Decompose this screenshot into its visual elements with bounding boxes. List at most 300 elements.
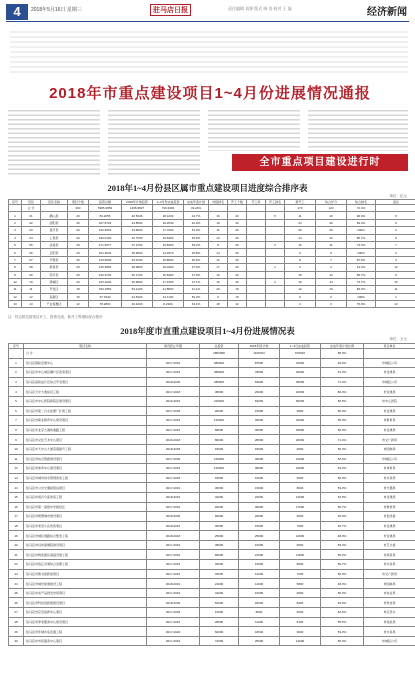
table-cell: 驻马店市环城水系连通工程 <box>24 627 147 637</box>
table-cell: 3 <box>376 227 415 234</box>
table-cell: 2017-2019 <box>147 483 200 493</box>
table-row <box>9 212 415 219</box>
table-cell: 市住建局 <box>364 521 415 531</box>
table-cell: 20 <box>228 219 247 226</box>
table-cell: 190.0130 <box>89 234 122 241</box>
table-cell: 18 <box>209 301 228 308</box>
table-cell: 40000 <box>200 560 239 570</box>
column-header: 开工率 <box>247 200 266 205</box>
article-column <box>108 107 200 175</box>
table-cell: 60.0% <box>321 406 364 416</box>
table-cell: 4 <box>9 387 24 397</box>
table-cell: 17 <box>9 512 24 522</box>
table-cell: 5 <box>9 396 24 406</box>
table-row <box>9 569 415 579</box>
table-cell: 市农业局 <box>364 588 415 598</box>
table-cell: 28 <box>9 617 24 627</box>
table-cell: 2017-2019 <box>147 425 200 435</box>
table-cell: 12000 <box>239 569 280 579</box>
table-row <box>9 219 415 226</box>
table-cell: 33.9700 <box>122 256 153 263</box>
table-cell: 驻马店市中心医院新院区建设项目 <box>24 396 147 406</box>
table-cell: 20 <box>68 271 89 278</box>
table-cell: 36.9800 <box>122 278 153 285</box>
table-row <box>9 278 415 285</box>
table-row <box>9 377 415 387</box>
table-cell: 驻马店市图书馆新馆项目 <box>24 569 147 579</box>
table-cell: 驻马店市科技创新园建设项目 <box>24 598 147 608</box>
table-cell: 市教育局 <box>364 416 415 426</box>
table-cell: 42.9% <box>184 219 209 226</box>
table-cell: 市城投公司 <box>364 636 415 646</box>
table-cell: 6 <box>316 293 347 300</box>
table-cell: 5965.6853 <box>89 205 122 212</box>
table-cell: 市住建局 <box>364 368 415 378</box>
table-cell: 19 <box>285 278 316 285</box>
table-cell: 驻马店市市民服务中心项目 <box>24 636 147 646</box>
table-cell: 市民政局 <box>364 617 415 627</box>
table-cell: 市住建局 <box>364 406 415 416</box>
table-cell: 市水务局 <box>364 627 415 637</box>
table-cell: 4 <box>9 234 22 241</box>
table-cell: 97.3340 <box>89 293 122 300</box>
table-cell: 驻马店高铁站片区综合开发项目 <box>24 377 147 387</box>
table-cell: 14.1870 <box>153 249 184 256</box>
table-cell: 20 <box>228 278 247 285</box>
table-cell: 驻马店市综合管廊建设项目 <box>24 454 147 464</box>
table-cell: 4 <box>316 264 347 271</box>
column-header: 2018年计划投资 <box>122 200 153 205</box>
table-cell: 51.3% <box>321 368 364 378</box>
table-cell: 15 <box>68 293 89 300</box>
table-cell: 28000 <box>200 617 239 627</box>
banner: 全市重点项目建设进行时 <box>232 154 408 171</box>
table-cell: 汝南县 <box>41 241 68 248</box>
table-cell: 9 <box>9 271 22 278</box>
table-cell: 20 <box>228 241 247 248</box>
column-header: 项目名称 <box>24 344 147 349</box>
table-cell: 47.9% <box>184 271 209 278</box>
table-cell: 16000 <box>200 608 239 618</box>
table-cell: 06 <box>22 249 41 256</box>
table-cell <box>266 286 285 293</box>
table-cell <box>266 301 285 308</box>
table-cell: 380000 <box>200 368 239 378</box>
table-cell: 19 <box>209 219 228 226</box>
table-cell: 2018-2019 <box>147 579 200 589</box>
table-cell: 18000 <box>239 598 280 608</box>
table-cell: 80.0% <box>321 387 364 397</box>
column-header: 综合排名 <box>347 200 376 205</box>
table-cell: 45000 <box>280 377 321 387</box>
table-cell: 2017-2018 <box>147 387 200 397</box>
table-cell: 12 <box>209 256 228 263</box>
table-cell: 2018-2018 <box>147 444 200 454</box>
table-cell: 87900 <box>239 358 280 368</box>
table-cell: 11800 <box>280 550 321 560</box>
table2-unit: 单位：万元 <box>389 337 407 341</box>
table-row <box>9 387 415 397</box>
table-cell: 08 <box>22 264 41 271</box>
table-cell: 13.1100 <box>153 293 184 300</box>
table-cell: 24 <box>9 579 24 589</box>
table-cell: 73.3% <box>347 241 376 248</box>
table-cell: 驻马店国际会展中心 <box>24 358 147 368</box>
table-cell: 14 <box>285 234 316 241</box>
table-cell: 20 <box>285 227 316 234</box>
table-cell: 60.0% <box>321 473 364 483</box>
table-cell: 16000 <box>239 540 280 550</box>
table-row <box>9 588 415 598</box>
table-cell: 市应急办 <box>364 608 415 618</box>
table1-note: 注：综合排名按项目开工、投资完成、新开工等指标综合排序 <box>8 315 103 319</box>
table-cell: 19.0400 <box>153 264 184 271</box>
table-cell: 2017-2019 <box>147 550 200 560</box>
table-cell: 20 <box>68 234 89 241</box>
table-row <box>9 301 415 308</box>
table-row <box>9 396 415 406</box>
table-cell: 1 <box>376 293 415 300</box>
table-cell: 6100 <box>280 617 321 627</box>
table-cell: 12 <box>22 293 41 300</box>
table-cell: 29 <box>9 627 24 637</box>
table-cell: 45.8% <box>184 249 209 256</box>
table-cell: 145.9666 <box>89 264 122 271</box>
table-cell: 15 <box>68 286 89 293</box>
table-cell: 市中心医院 <box>364 396 415 406</box>
table-cell: 西平县 <box>41 271 68 278</box>
table-row <box>9 444 415 454</box>
table-cell: 10 <box>316 286 347 293</box>
table-cell: 市水务局 <box>364 560 415 570</box>
table-cell: 2018-2020 <box>147 512 200 522</box>
table-cell: 18000 <box>239 444 280 454</box>
column-header: 序号 <box>9 200 22 205</box>
table-cell: 63.2% <box>321 464 364 474</box>
table-cell <box>266 293 285 300</box>
table-cell: 8500 <box>280 560 321 570</box>
table-cell: 3 <box>266 241 285 248</box>
table-cell: 17000 <box>280 502 321 512</box>
table-cell: 120000 <box>200 416 239 426</box>
table-cell <box>247 293 266 300</box>
table-cell: 35.1700 <box>122 271 153 278</box>
table-cell: 驻马店市应急指挥中心项目 <box>24 608 147 618</box>
table-row <box>9 617 415 627</box>
table-cell: 83.3% <box>347 219 376 226</box>
table-cell: 48.3% <box>321 579 364 589</box>
table-cell: 20 <box>316 227 347 234</box>
table-cell: 24.6200 <box>122 293 153 300</box>
table-cell: 2017-2020 <box>147 627 200 637</box>
table-row <box>9 598 415 608</box>
table-cell: 63000 <box>239 377 280 387</box>
table-cell: 12 <box>285 286 316 293</box>
table-cell: 13 <box>9 301 22 308</box>
table-cell: 5800 <box>280 579 321 589</box>
table-cell: 53.3% <box>321 483 364 493</box>
table-cell: 62.5% <box>321 608 364 618</box>
table-cell: 驻马店市练江河道综合治理工程 <box>24 560 147 570</box>
table-cell: 9 <box>376 219 415 226</box>
table-cell: 2016-2018 <box>147 435 200 445</box>
column-header: 1~4月份完成投资 <box>153 200 184 205</box>
table-cell: 170 <box>285 205 316 212</box>
table-cell: 48000 <box>200 540 239 550</box>
table-row <box>9 521 415 531</box>
table-cell: 8000 <box>280 483 321 493</box>
table-cell: 16.8400 <box>153 271 184 278</box>
table-row <box>9 368 415 378</box>
table-cell: 09 <box>22 271 41 278</box>
table-cell: 280000 <box>200 377 239 387</box>
table-row <box>9 608 415 618</box>
table-row <box>9 454 415 464</box>
table-cell: 220000 <box>200 396 239 406</box>
table-cell: 54000 <box>200 598 239 608</box>
table-cell: 20 <box>228 212 247 219</box>
table-cell: 18000 <box>200 444 239 454</box>
table-cell: 26000 <box>200 406 239 416</box>
table-cell: 6 <box>285 293 316 300</box>
headline: 2018年市重点建设项目1~4月份进展情况通报 <box>49 85 371 102</box>
table-cell: 12 <box>376 264 415 271</box>
table-cell <box>247 241 266 248</box>
table-cell: 8 <box>209 241 228 248</box>
column-header: 开工排名 <box>266 200 285 205</box>
table-cell <box>247 271 266 278</box>
table-cell: 20 <box>68 241 89 248</box>
column-header: 新开工 <box>285 200 316 205</box>
table-cell: 9 <box>316 249 347 256</box>
table-cell: 驻马店市职业教育中心建设项目 <box>24 416 147 426</box>
table-cell: 42000 <box>200 492 239 502</box>
table-row <box>9 205 415 212</box>
table-cell <box>247 212 266 219</box>
table-cell: 10 <box>209 271 228 278</box>
table-row <box>9 636 415 646</box>
column-header: 项目个数 <box>68 200 89 205</box>
table-cell: 市住建局 <box>364 492 415 502</box>
table-cell: 14 <box>9 483 24 493</box>
table-cell: 2 <box>266 278 285 285</box>
table-cell: 2018-2020 <box>147 598 200 608</box>
table-cell: 6000 <box>280 473 321 483</box>
table-cell: 2017-2019 <box>147 636 200 646</box>
table-row <box>9 234 415 241</box>
table-cell: 15.8000 <box>153 256 184 263</box>
table-cell: 14 <box>209 249 228 256</box>
table-cell: 7000 <box>280 521 321 531</box>
table-cell: 11 <box>22 286 41 293</box>
table-cell: 13 <box>9 473 24 483</box>
table-cell: 03 <box>22 227 41 234</box>
table-cell: 44000 <box>200 588 239 598</box>
table-cell: 13 <box>376 301 415 308</box>
table-cell: 11 <box>209 227 228 234</box>
table-cell: 60000 <box>200 512 239 522</box>
table-cell: 8000 <box>239 608 280 618</box>
table-cell: 市住建局 <box>364 425 415 435</box>
column-header: 总投资 <box>200 344 239 349</box>
table-cell: 84.2055 <box>89 212 122 219</box>
table-cell <box>9 349 24 359</box>
table-cell: 10 <box>316 212 347 219</box>
table-row <box>9 627 415 637</box>
table-row <box>9 540 415 550</box>
table-cell: 83.3% <box>347 286 376 293</box>
table-cell: 78.2800 <box>89 301 122 308</box>
table-cell: 49.24% <box>184 205 209 212</box>
table-cell <box>41 205 68 212</box>
table-cell: 68000 <box>200 425 239 435</box>
table-cell: 5 <box>266 212 285 219</box>
table-cell: 7200 <box>280 569 321 579</box>
table-cell: 92000 <box>200 502 239 512</box>
table-cell: 40000 <box>239 454 280 464</box>
table-cell: 736.6403 <box>153 205 184 212</box>
table-cell: 市科技局 <box>364 598 415 608</box>
table-row <box>9 425 415 435</box>
table-cell: 30.9600 <box>122 249 153 256</box>
table-cell: 25000 <box>239 531 280 541</box>
table-cell <box>247 234 266 241</box>
table-cell: 07 <box>22 256 41 263</box>
table-cell: 2 <box>376 249 415 256</box>
issue-date: 2018年5月16日 星期三 <box>31 7 82 13</box>
table-cell: 45.0% <box>321 512 364 522</box>
table-cell: 驻马店市北京大道快速路工程 <box>24 425 147 435</box>
table-cell: 市住建局 <box>364 531 415 541</box>
table-cell: 17.4300 <box>153 278 184 285</box>
table-cell: 120000 <box>200 464 239 474</box>
table-cell: 2017-2019 <box>147 416 200 426</box>
table-cell: 01 <box>22 212 41 219</box>
table-cell: 遂平县 <box>41 227 68 234</box>
table-row <box>9 416 415 426</box>
table-cell: 产业集聚区 <box>41 301 68 308</box>
table-row <box>9 249 415 256</box>
table-cell: 2017-2018 <box>147 473 200 483</box>
table-cell: 驻马店市老旧小区改造项目 <box>24 521 147 531</box>
newspaper-logo: 驻马店日报 <box>150 4 191 16</box>
table-row <box>9 464 415 474</box>
table-cell: 10 <box>9 444 24 454</box>
county-ranking-table <box>8 199 415 308</box>
table-cell: 9 <box>9 435 24 445</box>
table-cell: 高新区 <box>41 293 68 300</box>
table-cell: 26 <box>9 598 24 608</box>
table-cell: 2017-2019 <box>147 588 200 598</box>
table-cell: 12000 <box>239 579 280 589</box>
table-cell: 25 <box>9 588 24 598</box>
table-cell: 2017-2019 <box>147 617 200 627</box>
table-cell: 8 <box>285 256 316 263</box>
table-cell: 25000 <box>200 531 239 541</box>
masthead <box>0 0 415 22</box>
table-cell: 2017-2019 <box>147 560 200 570</box>
table-cell: 13 <box>22 301 41 308</box>
table-row <box>9 550 415 560</box>
table-cell: 市城投公司 <box>364 358 415 368</box>
column-header: 完成年度计划 <box>184 200 209 205</box>
table-cell: 19 <box>9 531 24 541</box>
table-cell: 11000 <box>239 617 280 627</box>
table-cell: 28000 <box>239 435 280 445</box>
table-cell: 市文广新局 <box>364 569 415 579</box>
table-cell <box>247 227 266 234</box>
table-cell: 正阳县 <box>41 249 68 256</box>
table-cell: 20 <box>68 227 89 234</box>
table-cell: 5000 <box>280 608 321 618</box>
column-header: 综合评分 <box>316 200 347 205</box>
table-row <box>9 483 415 493</box>
table-cell: 20000 <box>239 512 280 522</box>
table-cell: 45.6% <box>321 598 364 608</box>
table-cell: 20 <box>228 271 247 278</box>
table-cell: 678326 <box>280 349 321 359</box>
table-cell: 58.0% <box>321 349 364 359</box>
table-cell: 新蔡县 <box>41 264 68 271</box>
table-cell: 21.8500 <box>153 286 184 293</box>
table-cell: 20000 <box>239 387 280 397</box>
table-cell: 1 <box>266 264 285 271</box>
column-header: 2018年度计划 <box>239 344 280 349</box>
table-cell <box>209 205 228 212</box>
table-cell: 12000 <box>280 531 321 541</box>
table-cell: 18000 <box>200 473 239 483</box>
table-cell: 开发区 <box>41 286 68 293</box>
table-cell: 20 <box>228 256 247 263</box>
table-cell: 15000 <box>239 406 280 416</box>
table-cell: 2017-2019 <box>147 569 200 579</box>
table-row <box>9 473 415 483</box>
table-cell: 1169794 <box>239 349 280 359</box>
table-cell: 20 <box>228 264 247 271</box>
table-cell: 2018-2019 <box>147 492 200 502</box>
table-cell: 9 <box>285 249 316 256</box>
table-cell: 166.4200 <box>89 278 122 285</box>
table-cell: 56.2% <box>321 550 364 560</box>
table-cell: 18 <box>9 521 24 531</box>
table-cell: 02 <box>22 219 41 226</box>
table-cell <box>266 249 285 256</box>
table-cell: 市交通局 <box>364 483 415 493</box>
table-cell: 3 <box>316 301 347 308</box>
table-cell: 20 <box>68 249 89 256</box>
table-cell <box>228 205 247 212</box>
table-cell: 8 <box>9 264 22 271</box>
table-cell: 12000 <box>280 492 321 502</box>
table-cell: 驻马店市妇幼保健院建设项目 <box>24 540 147 550</box>
table-cell: 82.5% <box>321 396 364 406</box>
table-cell: 市城投公司 <box>364 377 415 387</box>
table-cell: 12 <box>9 464 24 474</box>
table-cell: 24000 <box>280 464 321 474</box>
table-cell: 驻马店市城市绿道建设工程 <box>24 579 147 589</box>
table-cell: 20 <box>68 219 89 226</box>
table-cell: 7 <box>9 416 24 426</box>
table-cell: 16 <box>209 212 228 219</box>
table-cell: 6 <box>376 271 415 278</box>
table-cell: 20 <box>228 249 247 256</box>
table-cell: 15000 <box>239 483 280 493</box>
column-header: 建设起止年限 <box>147 344 200 349</box>
table-cell: 53.3% <box>321 627 364 637</box>
table-cell: 71.4% <box>321 377 364 387</box>
table-cell: 74000 <box>200 636 239 646</box>
table-cell: 8.2300 <box>153 301 184 308</box>
